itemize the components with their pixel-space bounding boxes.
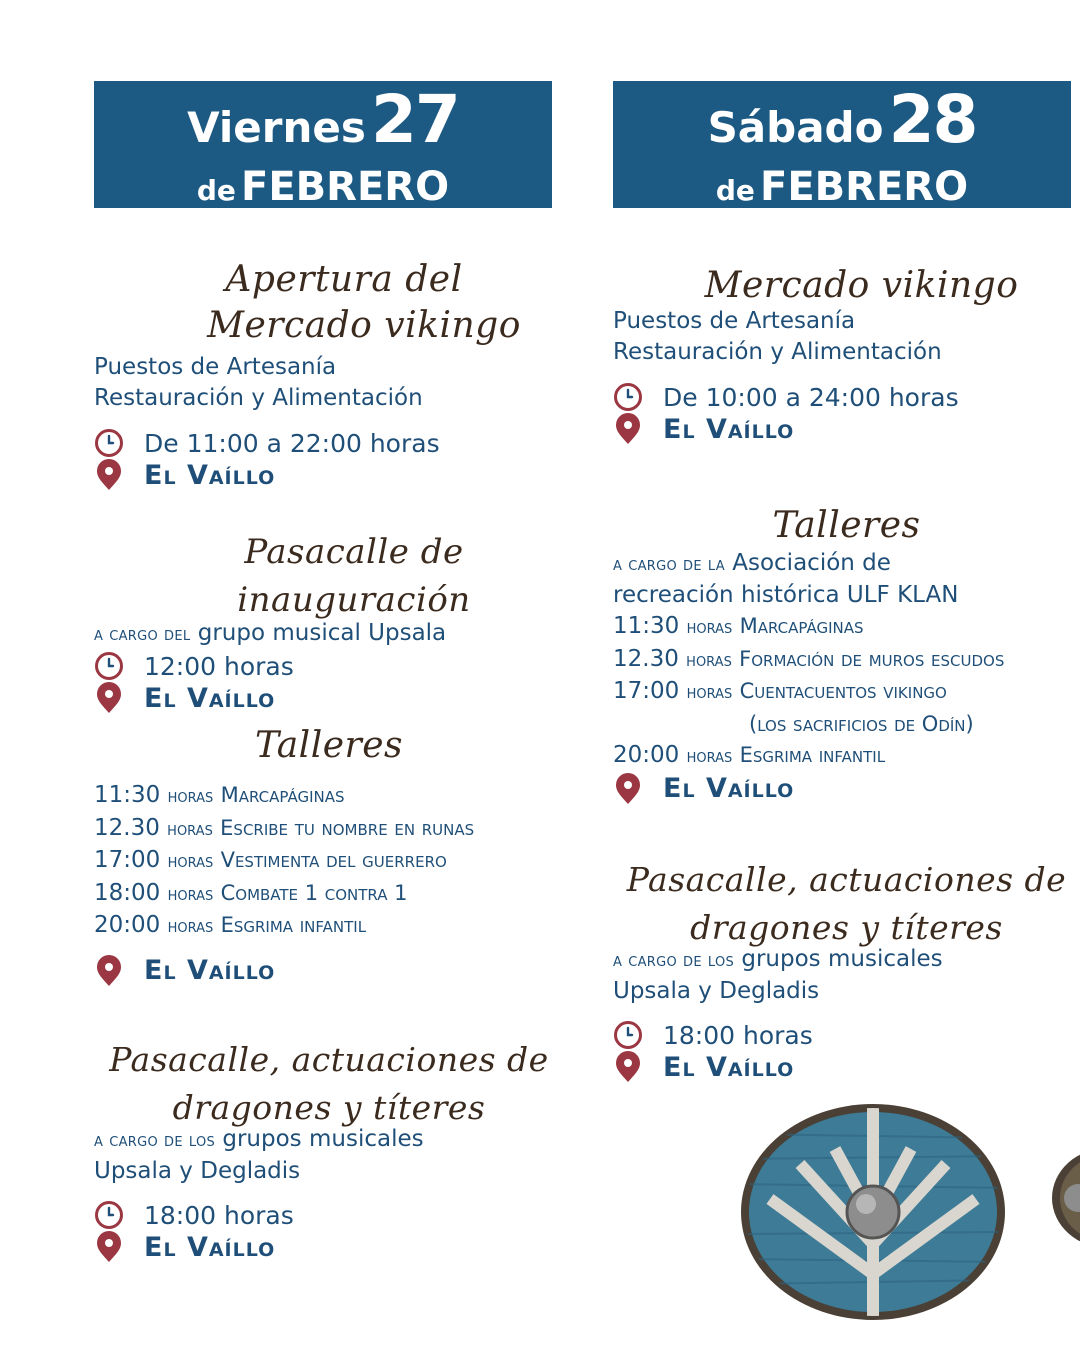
credit-line: Upsala y Degladis <box>613 978 820 1004</box>
workshop-time: 12.30 <box>94 814 160 841</box>
friday-opening-section <box>94 256 564 491</box>
workshop-activity: Formación de muros escudos <box>739 646 1005 671</box>
location-row <box>94 1231 564 1263</box>
hours-label: horas <box>167 883 214 905</box>
header-day: Viernes <box>187 103 366 152</box>
time-row <box>613 1019 1080 1051</box>
credit-prefix: a cargo del <box>94 624 191 645</box>
time-row <box>94 1199 564 1231</box>
location-text: El Vaíllo <box>663 773 795 804</box>
section-title: Pasacalle de inauguración <box>237 532 471 620</box>
workshop-time: 20:00 <box>613 742 680 768</box>
clock-icon <box>94 651 144 681</box>
hours-label: horas <box>167 851 214 872</box>
workshop-activity: Esgrima infantil <box>739 743 886 767</box>
section-title: dragones y títeres <box>172 1088 486 1127</box>
workshop-item <box>613 740 1080 773</box>
time-text: De 10:00 a 24:00 horas <box>663 382 959 412</box>
workshop-item <box>94 845 564 878</box>
clock-icon <box>94 428 144 458</box>
section-title: Pasacalle, actuaciones de <box>626 860 1067 899</box>
workshop-activity: Esgrima infantil <box>220 913 367 937</box>
time-row <box>94 650 564 682</box>
time-text: De 11:00 a 22:00 horas <box>144 428 440 458</box>
header-day: Sábado <box>707 103 884 152</box>
description-line: Puestos de Artesanía <box>94 354 337 380</box>
credit-line: recreación histórica ULF KLAN <box>613 582 959 608</box>
header-de: de <box>196 174 236 207</box>
header-day-number: 28 <box>888 81 977 158</box>
location-pin-icon <box>94 955 144 987</box>
description-line: Restauración y Alimentación <box>613 339 942 365</box>
location-row <box>94 682 564 714</box>
workshop-item <box>94 813 564 846</box>
hours-label: horas <box>167 786 214 807</box>
clock-icon <box>94 1200 144 1230</box>
credit-line <box>94 618 564 650</box>
friday-parade-section <box>94 528 564 714</box>
header-de: de <box>715 174 755 207</box>
workshop-activity: Combate 1 contra 1 <box>220 880 408 905</box>
workshop-list <box>94 780 564 943</box>
location-text: El Vaíllo <box>663 413 795 445</box>
credit-line <box>613 548 1080 580</box>
workshop-item <box>94 780 564 813</box>
credit-name: grupos musicales <box>222 1126 424 1152</box>
credit-name: Asociación de <box>732 550 891 576</box>
clock-icon <box>613 1020 663 1050</box>
workshop-time: 11:30 <box>613 613 680 639</box>
viking-shield-icon <box>1048 1148 1080 1248</box>
location-pin-icon <box>613 1051 663 1083</box>
workshop-time: 18:00 <box>94 879 161 906</box>
workshop-activity: Vestimenta del guerrero <box>220 848 447 872</box>
saturday-workshops-section <box>613 502 1080 805</box>
credit-name: grupos musicales <box>741 946 943 972</box>
saturday-shows-section <box>613 856 1080 1083</box>
location-pin-icon <box>94 1231 144 1263</box>
workshop-activity: Escribe tu nombre en runas <box>220 815 475 840</box>
description-line: Restauración y Alimentación <box>94 385 423 411</box>
location-row <box>613 773 1080 805</box>
location-text: El Vaíllo <box>144 955 276 986</box>
workshop-activity: Marcapáginas <box>220 783 345 807</box>
section-title: Talleres <box>255 725 403 766</box>
friday-workshops-section <box>94 722 564 987</box>
saturday-date-header <box>613 81 1071 208</box>
description-line: Puestos de Artesanía <box>613 308 856 334</box>
header-month: FEBRERO <box>241 164 450 210</box>
workshop-item <box>613 676 1080 709</box>
credit-line: Upsala y Degladis <box>94 1158 301 1184</box>
workshop-activity: Cuentacuentos vikingo <box>739 679 947 703</box>
location-text: El Vaíllo <box>663 1051 795 1083</box>
section-title: Mercado vikingo <box>704 265 1019 306</box>
workshop-time: 17:00 <box>613 678 680 704</box>
location-pin-icon <box>94 682 144 714</box>
credit-prefix: a cargo de los <box>613 950 735 971</box>
hours-label: horas <box>167 818 213 840</box>
hours-label: horas <box>686 682 733 703</box>
friday-date-header <box>94 81 552 208</box>
workshop-time: 12.30 <box>613 645 679 672</box>
time-text: 18:00 horas <box>144 1200 294 1230</box>
workshop-note-text: (los sacrificios de Odín) <box>749 711 974 736</box>
friday-shows-section <box>94 1036 564 1263</box>
hours-label: horas <box>686 617 733 638</box>
workshop-item <box>613 611 1080 644</box>
time-text: 12:00 horas <box>144 651 294 681</box>
location-pin-icon <box>94 459 144 491</box>
section-title: Mercado vikingo <box>207 305 521 346</box>
location-text: El Vaíllo <box>144 459 276 491</box>
location-text: El Vaíllo <box>144 682 276 714</box>
time-row <box>94 427 564 459</box>
header-day-number: 27 <box>370 81 459 158</box>
workshop-time: 11:30 <box>94 782 161 808</box>
section-title: Pasacalle, actuaciones de <box>109 1040 549 1079</box>
workshop-activity: Marcapáginas <box>739 614 864 638</box>
section-title: Talleres <box>772 505 921 546</box>
location-row <box>94 955 564 987</box>
credit-line <box>94 1124 564 1156</box>
workshop-item <box>94 878 564 911</box>
credit-line <box>613 944 1080 976</box>
time-row <box>613 381 1080 413</box>
workshop-note <box>613 709 1080 741</box>
hours-label: horas <box>686 746 733 767</box>
viking-shield-icon <box>740 1104 1006 1320</box>
location-row <box>613 413 1080 445</box>
workshop-item <box>94 910 564 943</box>
credit-name: grupo musical Upsala <box>197 620 447 646</box>
header-month: FEBRERO <box>760 164 969 210</box>
credit-prefix: a cargo de los <box>94 1130 216 1151</box>
section-title: Apertura del <box>225 259 463 300</box>
time-text: 18:00 horas <box>663 1020 813 1050</box>
hours-label: horas <box>686 649 732 671</box>
location-pin-icon <box>613 773 663 805</box>
section-title: dragones y títeres <box>690 908 1003 947</box>
credit-prefix: a cargo de la <box>613 554 725 575</box>
location-text: El Vaíllo <box>144 1231 276 1263</box>
hours-label: horas <box>167 916 214 937</box>
location-pin-icon <box>613 413 663 445</box>
workshop-time: 17:00 <box>94 847 161 873</box>
workshop-item <box>613 644 1080 677</box>
clock-icon <box>613 382 663 412</box>
saturday-market-section <box>613 262 1080 445</box>
location-row <box>613 1051 1080 1083</box>
location-row <box>94 459 564 491</box>
workshop-time: 20:00 <box>94 912 161 938</box>
